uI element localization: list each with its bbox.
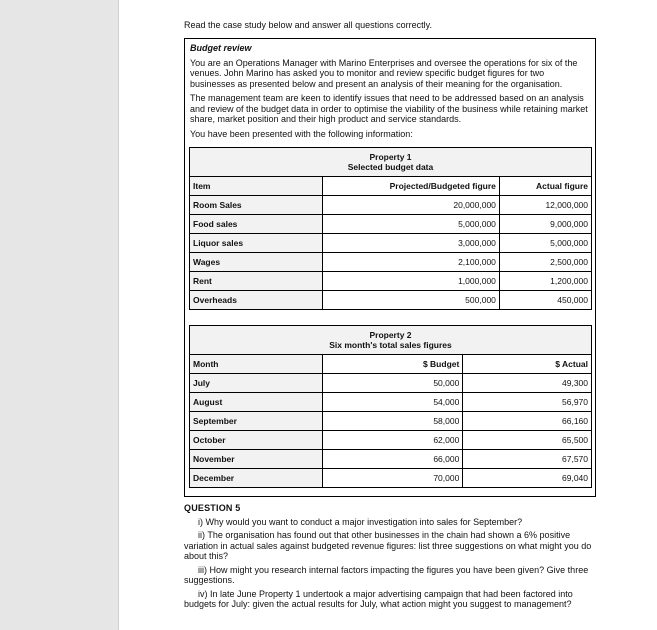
- table-row: [190, 450, 592, 469]
- question-item: iii) How might you research internal factors impacting the figures you have been given? Give three suggestions.: [184, 564, 589, 585]
- cell-value: 70,000: [323, 469, 463, 488]
- cell-value: 3,000,000: [323, 234, 500, 253]
- cell-value: 69,040: [463, 469, 592, 488]
- cell-value: 5,000,000: [499, 234, 591, 253]
- cell-value: 2,500,000: [499, 253, 591, 272]
- case-paragraph: The management team are keen to identify issues that need to be addressed based on an analysis and review of the budget data in order to optimise the viability of the business while retaining market share, market position and their high product and service standards.: [190, 93, 588, 124]
- table-title: Property 2 Six month's total sales figures: [190, 326, 592, 355]
- intro-text: Read the case study below and answer all questions correctly.: [184, 20, 432, 30]
- row-label: Food sales: [190, 215, 323, 234]
- case-paragraph: You are an Operations Manager with Marino Enterprises and oversee the operations for six of the venues. John Marino has asked you to monitor and review specific budget figures for two businesses as presented below and present an analysis of their meaning for the organisation.: [190, 57, 578, 89]
- property1-table: [189, 147, 592, 310]
- row-label: December: [190, 469, 323, 488]
- case-study-box: [184, 38, 596, 497]
- question-item: ii) The organisation has found out that other businesses in the chain had shown a 6% positive variation in actual sales against budgeted revenue figures: list three suggestions on what might you do about this?: [184, 530, 592, 561]
- cell-value: 2,100,000: [323, 253, 500, 272]
- table-row: [190, 234, 592, 253]
- question-item: iv) In late June Property 1 undertook a major advertising campaign that had been factored into budgets for July: given the actual results for July, what action might you suggest to management?: [184, 588, 573, 609]
- cell-value: 62,000: [323, 431, 463, 450]
- cell-value: 67,570: [463, 450, 592, 469]
- row-label: Liquor sales: [190, 234, 323, 253]
- row-label: Overheads: [190, 291, 323, 310]
- row-label: Wages: [190, 253, 323, 272]
- question-section: [184, 503, 604, 613]
- cell-value: 1,200,000: [499, 272, 591, 291]
- table-row: [190, 393, 592, 412]
- cell-value: 450,000: [499, 291, 591, 310]
- table-row: [190, 272, 592, 291]
- cell-value: 56,970: [463, 393, 592, 412]
- cell-value: 9,000,000: [499, 215, 591, 234]
- table-title: Property 1 Selected budget data: [190, 148, 592, 177]
- row-label: November: [190, 450, 323, 469]
- cell-value: 20,000,000: [323, 196, 500, 215]
- table-row: [190, 374, 592, 393]
- table-row: [190, 412, 592, 431]
- row-label: September: [190, 412, 323, 431]
- row-label: October: [190, 431, 323, 450]
- table-row: [190, 253, 592, 272]
- table-row: [190, 431, 592, 450]
- table-row: [190, 196, 592, 215]
- cell-value: 58,000: [323, 412, 463, 431]
- cell-value: 66,160: [463, 412, 592, 431]
- row-label: Rent: [190, 272, 323, 291]
- table-row: [190, 469, 592, 488]
- question-item: i) Why would you want to conduct a major investigation into sales for September?: [198, 516, 523, 527]
- cell-value: 500,000: [323, 291, 500, 310]
- cell-value: 12,000,000: [499, 196, 591, 215]
- table-row: [190, 291, 592, 310]
- cell-value: 49,300: [463, 374, 592, 393]
- case-paragraph: You have been presented with the following information:: [190, 128, 413, 139]
- table-header-row: Item Projected/Budgeted figure Actual figure: [190, 177, 592, 196]
- cell-value: 5,000,000: [323, 215, 500, 234]
- row-label: Room Sales: [190, 196, 323, 215]
- property2-table: [189, 325, 592, 488]
- question-heading: QUESTION 5: [184, 503, 241, 513]
- left-margin-panel: [0, 0, 119, 630]
- row-label: August: [190, 393, 323, 412]
- cell-value: 50,000: [323, 374, 463, 393]
- cell-value: 65,500: [463, 431, 592, 450]
- table-header-row: Month $ Budget $ Actual: [190, 355, 592, 374]
- cell-value: 54,000: [323, 393, 463, 412]
- table-row: [190, 215, 592, 234]
- case-title: Budget review: [190, 43, 252, 53]
- cell-value: 1,000,000: [323, 272, 500, 291]
- row-label: July: [190, 374, 323, 393]
- cell-value: 66,000: [323, 450, 463, 469]
